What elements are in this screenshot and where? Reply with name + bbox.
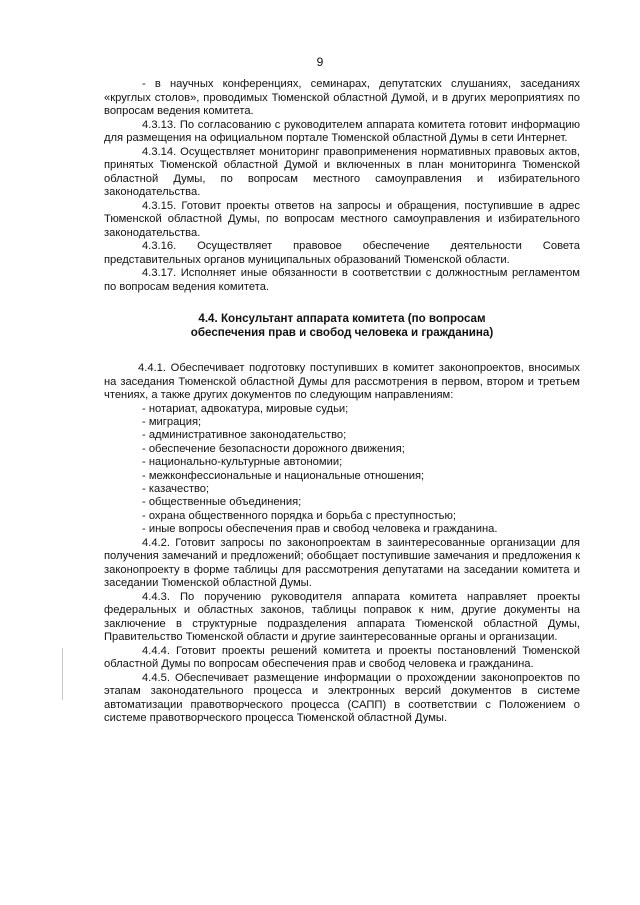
paragraph-4-4-2: 4.4.2. Готовит запросы по законопроектам в заинтересованные организации для получения замечаний и предложений; обобщает поступившие замечания и предложения к законопроекту в форме таблицы для рассмотрения депутатами на заседании комитета и заседании Тюменской областной Думы.	[104, 536, 580, 590]
paragraph-4-3-16: 4.3.16. Осуществляет правовое обеспечение деятельности Совета представительных органов муниципальных образований Тюменской области.	[104, 240, 580, 266]
section-heading-line1: 4.4. Консультант аппарата комитета (по вопросам	[198, 312, 486, 325]
list-item: - общественные объединения;	[142, 496, 302, 509]
list-item: - межконфессиональные и национальные отношения;	[142, 469, 425, 482]
paragraph-4-3-17: 4.3.17. Исполняет иные обязанности в соответствии с должностным регламентом по вопросам ведения комитета.	[104, 267, 580, 293]
paragraph-4-4-4: 4.4.4. Готовит проекты решений комитета и проекты постановлений Тюменской областной Думы по вопросам обеспечения прав и свобод человека и гражданина.	[104, 644, 580, 671]
section-heading-line2: обеспечения прав и свобод человека и гражданина)	[190, 326, 494, 339]
list-item: - казачество;	[142, 482, 210, 495]
paragraph-4-3-13: 4.3.13. По согласованию с руководителем аппарата комитета готовит информацию для размещения на официальном портале Тюменской областной Думы в сети Интернет.	[104, 118, 580, 144]
paragraph-4-4-3: 4.4.3. По поручению руководителя аппарата комитета направляет проекты федеральных и областных законов, таблицы поправок к ним, другие документы на заключение в структурные подразделения аппарата Тюменской областной Думы, Правительство Тюменской области и другие заинтересованные органы и организации.	[104, 590, 580, 644]
list-item: - миграция;	[142, 415, 202, 428]
list-item: - иные вопросы обеспечения прав и свобод человека и гражданина.	[142, 523, 498, 536]
paragraph-4-3-15: 4.3.15. Готовит проекты ответов на запросы и обращения, поступившие в адрес Тюменской областной Думы, по вопросам местного самоуправления и избирательного законодательства.	[104, 199, 580, 239]
list-item: - охрана общественного порядка и борьба с преступностью;	[142, 509, 457, 522]
paragraph-4-3-14: 4.3.14. Осуществляет мониторинг правоприменения нормативных правовых актов, принятых Тюменской областной Думой и включенных в план мониторинга Тюменской областной Думы, по вопросам местного самоуправления и избирательного законодательства.	[104, 145, 580, 198]
list-item: - административное законодательство;	[142, 429, 347, 442]
paragraph-4-4-1: 4.4.1. Обеспечивает подготовку поступивших в комитет законопроектов, вносимых на заседания Тюменской областной Думы для рассмотрения в первом, втором и третьем чтениях, а также других документов по следующим направлениям:	[104, 362, 580, 401]
document-body	[104, 78, 580, 726]
paragraph-4-4-5: 4.4.5. Обеспечивает размещение информации о прохождении законопроектов по этапам законодательного процесса и электронных версий документов в системе автоматизации правотворческого процесса (САПП) в соответствии с Положением о системе правотворческого процесса Тюменской областной Думы.	[104, 671, 580, 725]
paragraph-intro-list: - в научных конференциях, семинарах, депутатских слушаниях, заседаниях «круглых столов», проводимых Тюменской областной Думой, и в других мероприятиях по вопросам ведения комитета.	[104, 78, 580, 117]
scan-margin-line	[62, 648, 63, 700]
list-item: - нотариат, адвокатура, мировые судьи;	[142, 402, 349, 415]
directions-list	[104, 403, 580, 537]
section-heading-4-4	[104, 312, 580, 340]
list-item: - обеспечение безопасности дорожного движения;	[142, 442, 405, 455]
list-item: - национально-культурные автономии;	[142, 456, 343, 469]
page-number: 9	[316, 55, 324, 69]
